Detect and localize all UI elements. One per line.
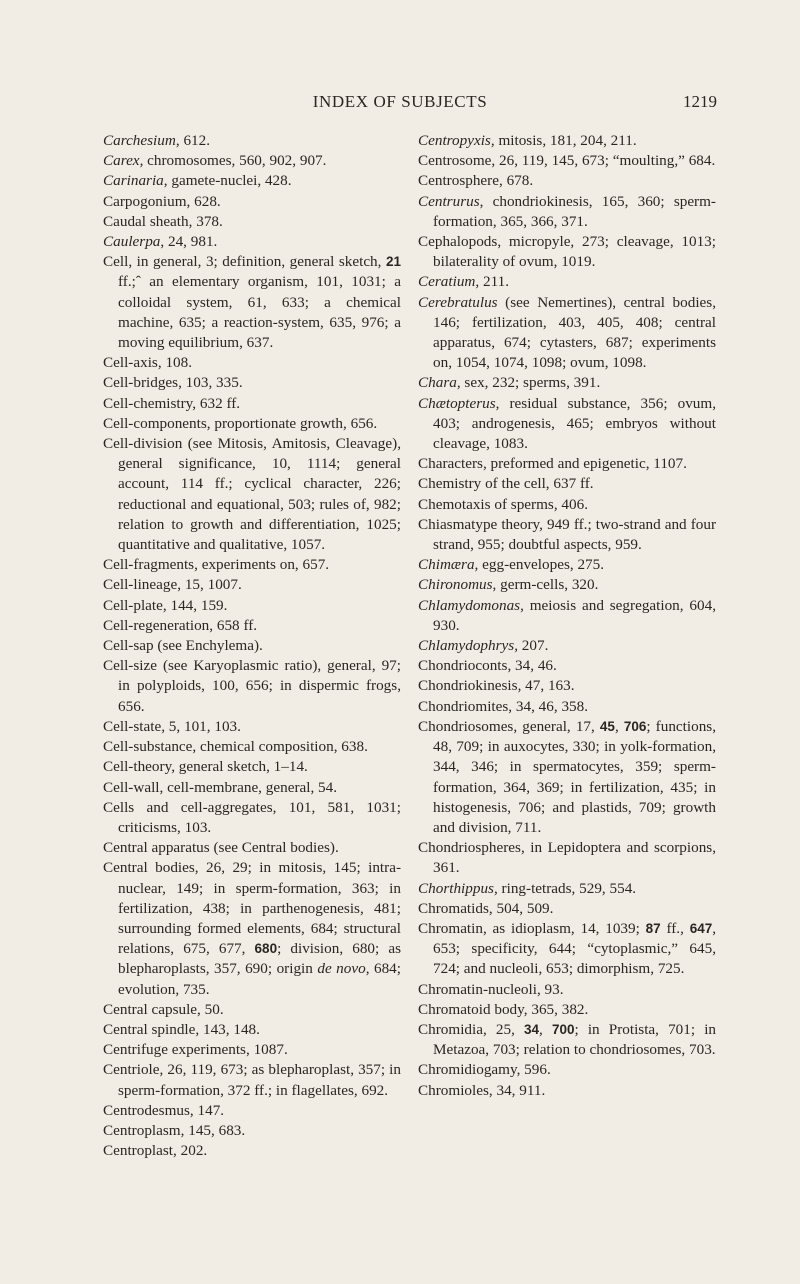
index-term: Carinaria — [103, 172, 164, 190]
page-header — [0, 92, 800, 116]
index-references: , 202. — [173, 1142, 208, 1160]
index-references: , 5, 101, 103. — [161, 717, 241, 735]
index-entry — [103, 858, 401, 999]
bold-page-ref: 34 — [524, 1021, 540, 1037]
index-entry — [103, 252, 401, 353]
index-entry — [103, 232, 401, 252]
index-entry — [418, 454, 716, 474]
index-references: , 26, 29; in mitosis, 145; intra-nuclear, 149; in sperm-formation, 363; in fertilization, 438; in parthenogenesis, 481; surrounding formed elements, 684; structural relations, 675, 677, 680; division, 680; as blepharoplasts, 357, 690; origin de novo, 684; evolution, 735. — [118, 859, 401, 998]
index-term: Cell-division — [103, 435, 183, 453]
index-entry — [103, 434, 401, 555]
index-entry — [418, 575, 716, 595]
index-entry — [418, 1000, 716, 1020]
index-column-right — [418, 131, 716, 1101]
index-entry — [103, 212, 401, 232]
index-entry — [103, 636, 401, 656]
index-references: , 596. — [516, 1061, 551, 1079]
index-entry — [418, 394, 716, 455]
index-term: Chromatin — [418, 919, 483, 937]
index-references: , 378. — [188, 212, 223, 230]
index-entry — [103, 171, 401, 191]
index-term: Centroplasm — [103, 1121, 181, 1139]
index-term: Central bodies — [103, 859, 195, 877]
index-term: Chlamydophrys — [418, 637, 515, 655]
index-entry — [103, 798, 401, 838]
index-entry — [103, 757, 401, 777]
index-term: Chromatids — [418, 899, 489, 917]
index-term: Caulerpa — [103, 233, 161, 251]
index-references: , mitosis, 181, 204, 211. — [490, 132, 637, 149]
italic-phrase: de novo — [317, 960, 366, 978]
index-references: , 144, 159. — [162, 596, 228, 614]
index-entry — [103, 656, 401, 717]
index-term: Centroplast — [103, 1142, 174, 1160]
index-references: , chondriokinesis, 165, 360; sperm-formation, 365, 366, 371. — [433, 192, 716, 230]
index-entry — [418, 717, 716, 838]
index-term: Chromidia — [418, 1020, 483, 1038]
index-references: , 678. — [498, 172, 534, 190]
index-references: , 147. — [189, 1101, 225, 1119]
index-entry — [418, 555, 716, 575]
index-term: Cell-regeneration — [103, 616, 210, 634]
index-entry — [418, 676, 716, 696]
index-term: Centrosome — [418, 152, 492, 170]
running-title: INDEX OF SUBJECTS — [312, 92, 488, 111]
index-entry — [103, 131, 401, 151]
index-entry — [103, 616, 401, 636]
index-term: Cell-axis — [103, 354, 158, 372]
index-term: Cell-components — [103, 414, 207, 432]
index-references: , experiments on, 657. — [194, 556, 330, 574]
index-entry — [418, 1060, 716, 1080]
index-entry — [103, 575, 401, 595]
index-entry — [418, 192, 716, 232]
bold-page-ref: 21 — [385, 254, 401, 270]
index-term: Chromatoid body — [418, 1000, 524, 1018]
index-references: (see Nemertines), central bodies, 146; fertilization, 403, 405, 408; central apparatus, 674; cytasters, 687; experiments on, 1054, 1074, 1098; ovum, 1098. — [433, 293, 716, 372]
index-term: Chromidiogamy — [418, 1061, 517, 1079]
index-references: , 24, 981. — [160, 233, 218, 251]
index-references: , as idioplasm, 14, 1039; 87 ff., 647, 653; specificity, 644; “cytoplasmic,” 645, 724; and nucleoli, 653; dimorphism, 725. — [433, 919, 717, 978]
index-term: Chorthippus — [418, 879, 494, 897]
index-references: , gamete-nuclei, 428. — [163, 172, 292, 190]
index-term: Cell-sap — [103, 637, 154, 655]
index-references: , cell-membrane, general, 54. — [159, 778, 338, 796]
index-term: Cell-size — [103, 657, 157, 675]
index-references: (see Mitosis, Amitosis, Cleavage), general significance, 10, 1114; general account, 114 ff.; cyclical character, 226; reductional and equational, 503; rules of, 982; relation to growth and differentiation, 1025; quantitative and qualitative, 1057. — [118, 435, 401, 554]
index-entry — [418, 171, 716, 191]
index-references: , in Lepidoptera and scorpions, 361. — [433, 839, 716, 877]
index-term: Cell-fragments — [103, 556, 195, 574]
index-references: , 26, 119, 145, 673; “moulting,” 684. — [491, 152, 716, 170]
index-references: , 50. — [197, 1000, 224, 1018]
index-references: , 637 ff. — [545, 475, 594, 493]
index-entry — [418, 232, 716, 272]
index-entry — [418, 293, 716, 374]
index-references: (see Central bodies). — [209, 839, 339, 857]
index-entry — [103, 353, 401, 373]
index-references: , proportionate growth, 656. — [206, 414, 378, 432]
index-term: Carchesium — [103, 132, 176, 149]
index-references: , preformed and epigenetic, 1107. — [482, 455, 687, 473]
index-entry — [418, 636, 716, 656]
bold-page-ref: 45 — [599, 718, 615, 734]
index-term: Chondriosomes — [418, 717, 514, 735]
index-entry — [103, 1020, 401, 1040]
index-entry — [103, 151, 401, 171]
index-references: , micropyle, 273; cleavage, 1013; bilaterality of ovum, 1019. — [433, 233, 716, 271]
index-column-left — [103, 131, 401, 1161]
index-term: Chondriokinesis — [418, 677, 518, 695]
index-term: Cephalopods — [418, 233, 498, 251]
index-references: , 15, 1007. — [177, 576, 242, 594]
index-references: , 93. — [536, 980, 564, 998]
bold-page-ref: 706 — [623, 718, 647, 734]
index-entry — [418, 272, 716, 292]
index-term: Carpogonium — [103, 192, 187, 210]
index-term: Central capsule — [103, 1000, 198, 1018]
index-entry — [103, 192, 401, 212]
index-references: , general, 17, 45, 706; functions, 48, 709; in auxocytes, 330; in yolk-formation, 344, 346; in spermatocytes, 359; sperm-formation, 364, 369; in fertilization, 435; in histogenesis, 706; and plastids, 709; growth and division, 711. — [433, 717, 716, 836]
index-references: , egg-envelopes, 275. — [474, 556, 605, 574]
index-references: , 1087. — [245, 1041, 288, 1059]
index-term: Centriole — [103, 1061, 160, 1079]
index-term: Centrosphere — [418, 172, 499, 190]
index-term: Cerebratulus — [418, 293, 498, 311]
index-term: Cell-wall — [103, 778, 160, 796]
index-term: Chondriomites — [418, 697, 509, 715]
index-entry — [418, 1081, 716, 1101]
index-term: Centrodesmus — [103, 1101, 190, 1119]
index-entry — [103, 555, 401, 575]
index-references: , 108. — [157, 354, 193, 372]
index-references: (see Karyoplasmic ratio), general, 97; in polyploids, 100, 656; in dispermic frogs, 656. — [118, 657, 401, 715]
index-term: Chemistry of the cell — [418, 475, 546, 493]
index-references: , 406. — [553, 495, 588, 513]
index-term: Chironomus — [418, 576, 493, 594]
index-entry — [418, 838, 716, 878]
index-entry — [418, 151, 716, 171]
index-entry — [103, 717, 401, 737]
bold-page-ref: 647 — [689, 920, 713, 936]
index-entry — [103, 414, 401, 434]
index-term: Characters — [418, 455, 483, 473]
index-references: , 207. — [514, 637, 549, 655]
index-term: Central spindle — [103, 1020, 196, 1038]
index-references: , 25, 34, 700; in Protista, 701; in Metazoa, 703; relation to chondriosomes, 703. — [433, 1020, 717, 1059]
index-entry — [103, 1000, 401, 1020]
index-term: Cell — [103, 253, 129, 271]
index-references: , chromosomes, 560, 902, 907. — [139, 152, 327, 170]
index-references: , 365, 382. — [523, 1000, 589, 1018]
index-term: Cell-plate — [103, 596, 163, 614]
index-term: Chætopterus — [418, 394, 496, 412]
index-references: , chemical composition, 638. — [192, 738, 368, 756]
bold-page-ref: 87 — [645, 920, 661, 936]
index-entry — [418, 980, 716, 1000]
index-term: Chimæra — [418, 556, 475, 574]
index-term: Cells and cell-aggregates — [103, 798, 273, 816]
index-references: , 101, 581, 1031; criticisms, 103. — [118, 798, 401, 836]
index-references: , germ-cells, 320. — [492, 576, 599, 594]
index-entry — [103, 1121, 401, 1141]
index-term: Carex — [103, 152, 140, 170]
index-references: , 628. — [186, 192, 221, 210]
index-term: Chemotaxis of sperms — [418, 495, 554, 513]
index-term: Cell-substance — [103, 738, 193, 756]
index-references: , 211. — [475, 273, 509, 291]
page-number: 1219 — [683, 92, 717, 111]
index-references: , 34, 46, 358. — [508, 697, 589, 715]
index-references: , ring-tetrads, 529, 554. — [493, 879, 637, 897]
index-references: , 47, 163. — [517, 677, 575, 695]
index-references: , 658 ff. — [209, 616, 258, 634]
index-term: Cell-bridges — [103, 374, 179, 392]
index-term: Cell-chemistry — [103, 394, 193, 412]
index-entry — [103, 1141, 401, 1161]
index-references: , general sketch, 1–14. — [171, 758, 308, 776]
index-references: , 103, 335. — [178, 374, 243, 392]
index-entry — [103, 838, 401, 858]
index-entry — [418, 495, 716, 515]
index-entry — [103, 778, 401, 798]
index-term: Cell-state — [103, 717, 162, 735]
index-term: Ceratium — [418, 273, 476, 291]
index-entry — [418, 515, 716, 555]
index-term: Centrifuge experiments — [103, 1041, 246, 1059]
bold-page-ref: 680 — [254, 941, 278, 957]
index-references: , 145, 683. — [180, 1121, 246, 1139]
index-references: , 143, 148. — [195, 1020, 260, 1038]
index-references: , 34, 46. — [507, 657, 557, 675]
index-references: (see Enchylema). — [153, 637, 263, 655]
index-term: Caudal sheath — [103, 212, 189, 230]
index-references: , meiosis and segregation, 604, 930. — [433, 596, 716, 634]
index-term: Chromatin-nucleoli — [418, 980, 537, 998]
index-term: Chlamydomonas — [418, 596, 521, 614]
index-references: , in general, 3; definition, general sketch, 21 ff.;ˆ an elementary organism, 101, 1031; a colloidal system, 61, 633; a chemical machine, 635; a reaction-system, 635, 976; a moving equilibrium, 637. — [118, 253, 401, 352]
index-term: Chiasmatype theory — [418, 515, 540, 533]
index-entry — [418, 899, 716, 919]
index-entry — [103, 737, 401, 757]
index-entry — [103, 394, 401, 414]
index-references: , residual substance, 356; ovum, 403; androgenesis, 465; embryos without cleavage, 1083. — [433, 394, 716, 453]
index-entry — [418, 697, 716, 717]
index-entry — [418, 879, 716, 899]
index-term: Chara — [418, 374, 457, 392]
index-entry — [418, 596, 716, 636]
index-entry — [103, 373, 401, 393]
index-entry — [418, 131, 716, 151]
index-references: , 949 ff.; two-strand and four strand, 955; doubtful aspects, 959. — [433, 515, 716, 554]
bold-page-ref: 700 — [551, 1021, 575, 1037]
index-entry — [418, 656, 716, 676]
index-references: , 26, 119, 673; as blepharoplast, 357; in sperm-formation, 372 ff.; in flagellates, 692. — [118, 1061, 401, 1099]
index-references: , 632 ff. — [192, 394, 241, 412]
index-references: , sex, 232; sperms, 391. — [456, 374, 601, 392]
index-term: Cell-theory — [103, 758, 172, 776]
index-entry — [418, 1020, 716, 1060]
index-entry — [103, 1060, 401, 1100]
index-references: , 34, 911. — [488, 1081, 546, 1099]
index-term: Cell-lineage — [103, 576, 178, 594]
index-entry — [418, 919, 716, 980]
index-term: Chromioles — [418, 1081, 489, 1099]
index-entry — [103, 596, 401, 616]
index-term: Centrurus — [418, 192, 480, 210]
index-references: , 504, 509. — [488, 899, 554, 917]
index-entry — [418, 373, 716, 393]
index-term: Central apparatus — [103, 839, 210, 857]
index-entry — [103, 1040, 401, 1060]
index-term: Chondrioconts — [418, 657, 508, 675]
index-entry — [103, 1101, 401, 1121]
index-entry — [418, 474, 716, 494]
index-term: Centropyxis — [418, 132, 491, 149]
index-term: Chondriospheres — [418, 839, 521, 857]
index-references: , 612. — [175, 132, 211, 149]
